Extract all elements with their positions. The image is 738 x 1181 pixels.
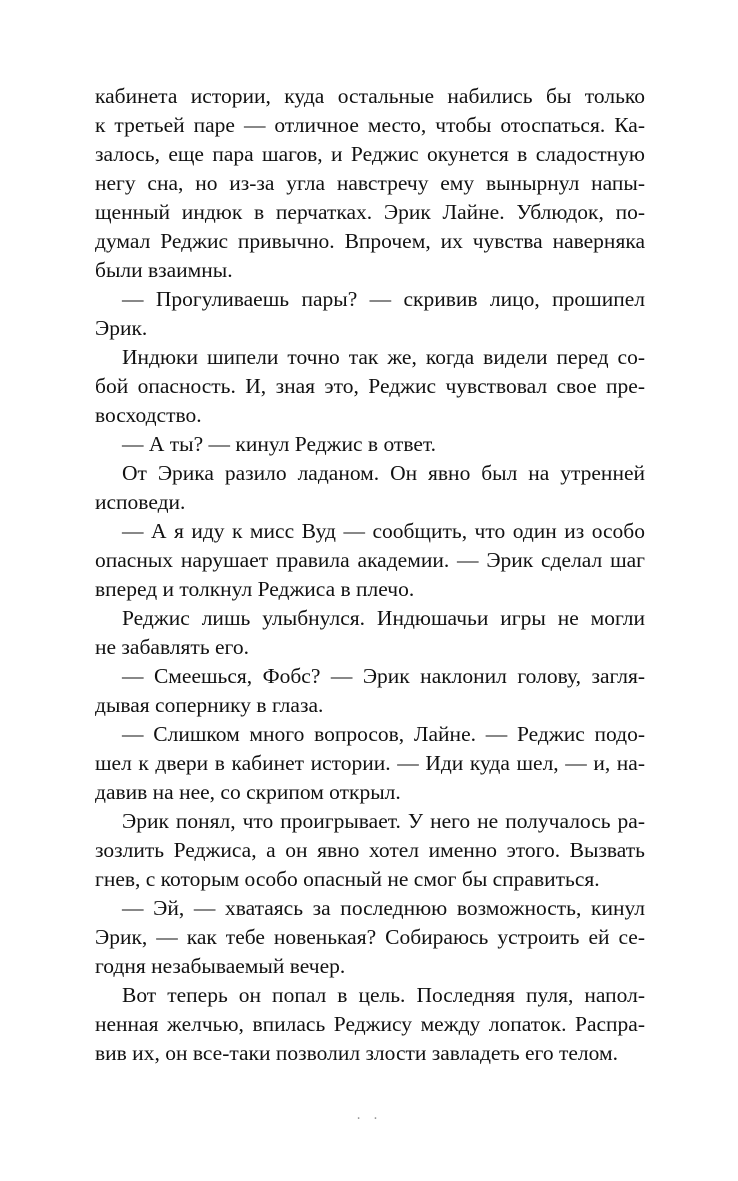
paragraph: [95, 430, 645, 459]
text-line: Эрик понял, что проигрывает. У него не получалось ра-: [122, 809, 645, 833]
paragraph: [95, 459, 645, 517]
paragraph: [95, 662, 645, 720]
text-line: Эрик, — как тебе новенькая? Собираюсь устроить ей се-: [95, 925, 645, 949]
text-line: Вот теперь он попал в цель. Последняя пуля, напол-: [122, 983, 645, 1007]
text-line: — А ты? — кинул Реджис в ответ.: [122, 432, 437, 456]
text-line: опасных нарушает правила академии. — Эрик сделал шаг: [95, 548, 645, 572]
text-line: давив на нее, со скрипом открыл.: [95, 780, 401, 804]
text-line: — Смеешься, Фобс? — Эрик наклонил голову, загля-: [122, 664, 645, 688]
paragraph: [95, 894, 645, 981]
text-line: шел к двери в кабинет истории. — Иди куда шел, — и, на-: [95, 751, 645, 775]
text-line: годня незабываемый вечер.: [95, 954, 346, 978]
paragraph: [95, 604, 645, 662]
section-ornament: · ·: [356, 1111, 382, 1127]
text-line: — Эй, — хватаясь за последнюю возможность, кинул: [122, 896, 645, 920]
paragraph: [95, 82, 645, 285]
text-line: бой опасность. И, зная это, Реджис чувствовал свое пре-: [95, 374, 645, 398]
text-line: Эрик.: [95, 316, 148, 340]
text-line: были взаимны.: [95, 258, 233, 282]
paragraph: [95, 517, 645, 604]
page-body: [95, 82, 645, 1068]
text-line: — Слишком много вопросов, Лайне. — Реджис подо-: [122, 722, 645, 746]
text-line: ненная желчью, впилась Реджису между лопаток. Распра-: [95, 1012, 645, 1036]
text-line: вперед и толкнул Реджиса в плечо.: [95, 577, 415, 601]
paragraph: [95, 343, 645, 430]
text-line: вив их, он все-таки позволил злости завладеть его телом.: [95, 1041, 618, 1065]
paragraph: [95, 981, 645, 1068]
text-line: дывая сопернику в глаза.: [95, 693, 324, 717]
text-line: думал Реджис привычно. Впрочем, их чувства наверняка: [95, 229, 645, 253]
text-line: восходство.: [95, 403, 202, 427]
text-line: гнев, с которым особо опасный не смог бы справиться.: [95, 867, 600, 891]
text-line: к третьей паре — отличное место, чтобы отоспаться. Ка-: [95, 113, 645, 137]
text-line: негу сна, но из-за угла навстречу ему вынырнул напы-: [95, 171, 645, 195]
text-line: зозлить Реджиса, а он явно хотел именно этого. Вызвать: [95, 838, 645, 862]
text-line: Реджис лишь улыбнулся. Индюшачьи игры не могли: [122, 606, 645, 630]
text-line: кабинета истории, куда остальные набились бы только: [95, 84, 645, 108]
text-line: — А я иду к мисс Вуд — сообщить, что один из особо: [122, 519, 645, 543]
text-line: От Эрика разило ладаном. Он явно был на утренней: [122, 461, 645, 485]
text-line: — Прогуливаешь пары? — скривив лицо, прошипел: [122, 287, 645, 311]
text-line: не забавлять его.: [95, 635, 249, 659]
text-line: щенный индюк в перчатках. Эрик Лайне. Ублюдок, по-: [95, 200, 645, 224]
paragraph: [95, 720, 645, 807]
text-line: Индюки шипели точно так же, когда видели перед со-: [122, 345, 645, 369]
paragraph: [95, 285, 645, 343]
paragraph: [95, 807, 645, 894]
text-line: залось, еще пара шагов, и Реджис окунется в сладостную: [95, 142, 645, 166]
text-line: исповеди.: [95, 490, 186, 514]
